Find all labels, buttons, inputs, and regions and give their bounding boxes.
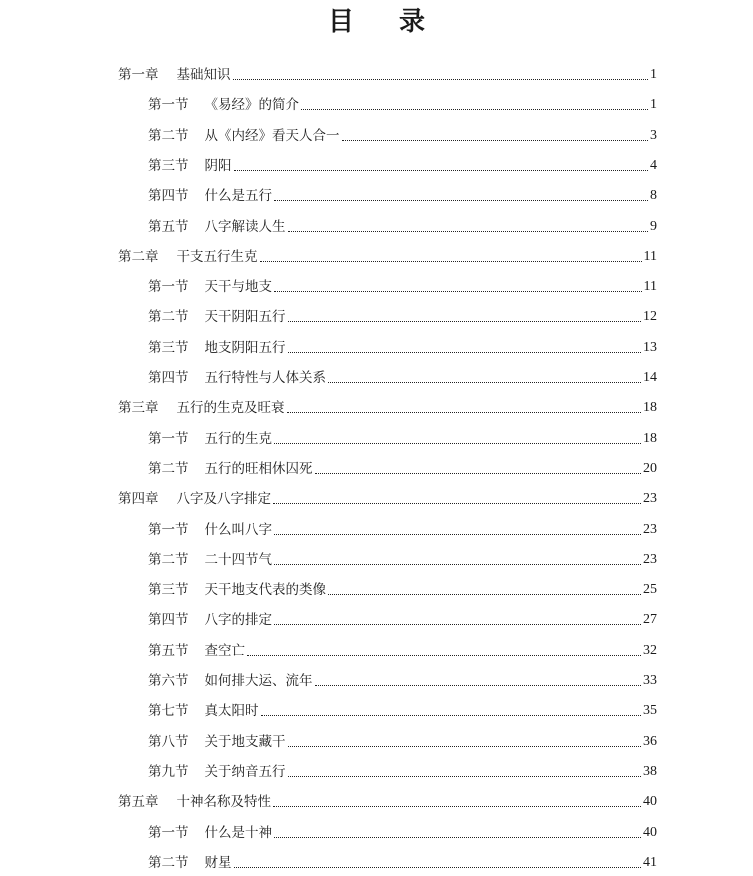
section-title: 八字的排定 <box>204 612 272 629</box>
page-number: 23 <box>643 491 657 507</box>
toc-section-entry <box>148 517 657 539</box>
section-number: 第一节 <box>148 279 189 296</box>
toc-section-entry <box>148 335 657 357</box>
toc-section-entry <box>148 759 657 781</box>
section-title: 五行的旺相休囚死 <box>204 460 313 477</box>
section-title: 财星 <box>204 854 232 871</box>
section-number: 第二节 <box>148 460 189 477</box>
dot-leader <box>315 472 642 474</box>
chapter-number: 第一章 <box>118 67 159 83</box>
page-number: 25 <box>643 582 657 598</box>
section-title: 阴阳 <box>204 157 232 174</box>
section-number: 第二节 <box>148 854 189 871</box>
dot-leader <box>274 290 642 292</box>
section-number: 第六节 <box>148 673 189 689</box>
section-number: 第二节 <box>148 309 189 326</box>
page-number: 20 <box>643 460 657 476</box>
section-number: 第三节 <box>148 582 189 599</box>
section-title: 五行的生克 <box>204 430 272 447</box>
dot-leader <box>288 351 642 353</box>
section-title: 五行特性与人体关系 <box>204 370 326 386</box>
toc-chapter-entry <box>118 62 657 84</box>
chapter-title: 八字及八字排定 <box>176 491 271 508</box>
page-number: 8 <box>650 188 657 204</box>
toc-chapter-entry <box>118 244 657 266</box>
toc-section-entry <box>148 214 657 236</box>
toc-section-entry <box>148 426 657 448</box>
section-number: 第八节 <box>148 733 189 750</box>
page-number: 40 <box>643 824 657 840</box>
dot-leader <box>274 199 648 201</box>
toc-section-entry <box>148 668 657 690</box>
toc-section-entry <box>148 92 657 114</box>
section-title: 什么是五行 <box>204 188 272 205</box>
dot-leader <box>274 533 641 535</box>
section-number: 第三节 <box>148 339 189 356</box>
page-number: 41 <box>643 854 657 870</box>
section-number: 第一节 <box>148 824 189 841</box>
page-number: 18 <box>643 430 657 446</box>
dot-leader <box>274 442 641 444</box>
page-number: 4 <box>650 157 657 173</box>
section-title: 天干地支代表的类像 <box>204 582 326 599</box>
dot-leader <box>274 836 641 838</box>
toc-section-entry <box>148 820 657 842</box>
section-title: 关于地支藏干 <box>204 733 286 750</box>
dot-leader <box>315 684 642 686</box>
dot-leader <box>342 139 649 141</box>
section-number: 第四节 <box>148 188 189 205</box>
section-title: 真太阳时 <box>204 703 259 720</box>
section-title: 天干与地支 <box>204 279 272 296</box>
section-title: 从《内经》看天人合一 <box>204 127 340 144</box>
dot-leader <box>247 654 641 656</box>
toc-section-entry <box>148 123 657 145</box>
section-number: 第四节 <box>148 612 189 629</box>
section-number: 第九节 <box>148 763 189 780</box>
section-title: 关于纳音五行 <box>204 763 286 780</box>
section-number: 第五节 <box>148 218 189 235</box>
chapter-title: 干支五行生克 <box>176 248 258 265</box>
page-number: 11 <box>643 248 657 264</box>
toc-section-entry <box>148 698 657 720</box>
chapter-number: 第四章 <box>118 491 159 508</box>
section-title: 什么是十神 <box>204 824 272 841</box>
section-number: 第三节 <box>148 157 189 174</box>
toc-section-entry <box>148 577 657 599</box>
page-number: 18 <box>643 400 657 416</box>
chapter-number: 第三章 <box>118 400 159 417</box>
toc-chapter-entry <box>118 486 657 508</box>
toc-section-entry <box>148 729 657 751</box>
section-title: 查空亡 <box>204 642 245 659</box>
page-number: 14 <box>643 370 657 385</box>
page-number: 32 <box>643 642 657 658</box>
section-title: 天干阴阳五行 <box>204 309 286 326</box>
dot-leader <box>274 563 641 565</box>
section-number: 第四节 <box>148 370 189 386</box>
toc-section-entry <box>148 183 657 205</box>
dot-leader <box>234 169 649 171</box>
dot-leader <box>328 593 641 595</box>
page-number: 33 <box>643 673 657 688</box>
toc-section-entry <box>148 365 657 387</box>
dot-leader <box>261 714 642 716</box>
toc-section-entry <box>148 456 657 478</box>
section-number: 第五节 <box>148 642 189 659</box>
section-number: 第二节 <box>148 551 189 568</box>
section-title: 《易经》的简介 <box>204 97 299 114</box>
dot-leader <box>287 411 642 413</box>
page-number: 1 <box>650 67 657 82</box>
dot-leader <box>273 502 641 504</box>
section-number: 第一节 <box>148 430 189 447</box>
section-title: 二十四节气 <box>204 551 272 568</box>
toc-section-entry <box>148 607 657 629</box>
dot-leader <box>328 381 641 383</box>
section-number: 第二节 <box>148 127 189 144</box>
section-number: 第七节 <box>148 703 189 720</box>
page-number: 40 <box>643 794 657 810</box>
section-title: 地支阴阳五行 <box>204 339 286 356</box>
dot-leader <box>288 230 649 232</box>
section-title: 什么叫八字 <box>204 521 272 538</box>
section-title: 如何排大运、流年 <box>204 673 313 689</box>
section-number: 第一节 <box>148 97 189 114</box>
dot-leader <box>234 866 642 868</box>
toc-section-entry <box>148 274 657 296</box>
page-number: 1 <box>650 97 657 113</box>
chapter-number: 第五章 <box>118 794 159 811</box>
dot-leader <box>273 805 641 807</box>
page-number: 23 <box>643 551 657 567</box>
page-number: 35 <box>643 703 657 719</box>
dot-leader <box>274 623 641 625</box>
dot-leader <box>233 78 649 80</box>
chapter-title: 基础知识 <box>176 67 231 83</box>
toc-section-entry <box>148 547 657 569</box>
toc-section-entry <box>148 304 657 326</box>
page-number: 3 <box>650 127 657 143</box>
toc-chapter-entry <box>118 789 657 811</box>
chapter-number: 第二章 <box>118 248 159 265</box>
page-number: 13 <box>643 339 657 355</box>
toc-section-entry <box>148 153 657 175</box>
page-number: 11 <box>643 279 657 295</box>
page-number: 38 <box>643 763 657 779</box>
chapter-title: 十神名称及特性 <box>176 794 271 811</box>
dot-leader <box>301 108 648 110</box>
toc-section-entry <box>148 850 657 872</box>
chapter-title: 五行的生克及旺衰 <box>176 400 285 417</box>
dot-leader <box>288 775 642 777</box>
toc-chapter-entry <box>118 395 657 417</box>
toc-section-entry <box>148 638 657 660</box>
page-number: 9 <box>650 218 657 234</box>
dot-leader <box>260 260 642 262</box>
toc-title: 目 录 <box>327 7 444 37</box>
page-number: 23 <box>643 521 657 537</box>
section-number: 第一节 <box>148 521 189 538</box>
page-number: 36 <box>643 733 657 749</box>
dot-leader <box>288 745 642 747</box>
page-number: 27 <box>643 612 657 628</box>
page-number: 12 <box>643 309 657 325</box>
section-title: 八字解读人生 <box>204 218 286 235</box>
dot-leader <box>288 320 642 322</box>
